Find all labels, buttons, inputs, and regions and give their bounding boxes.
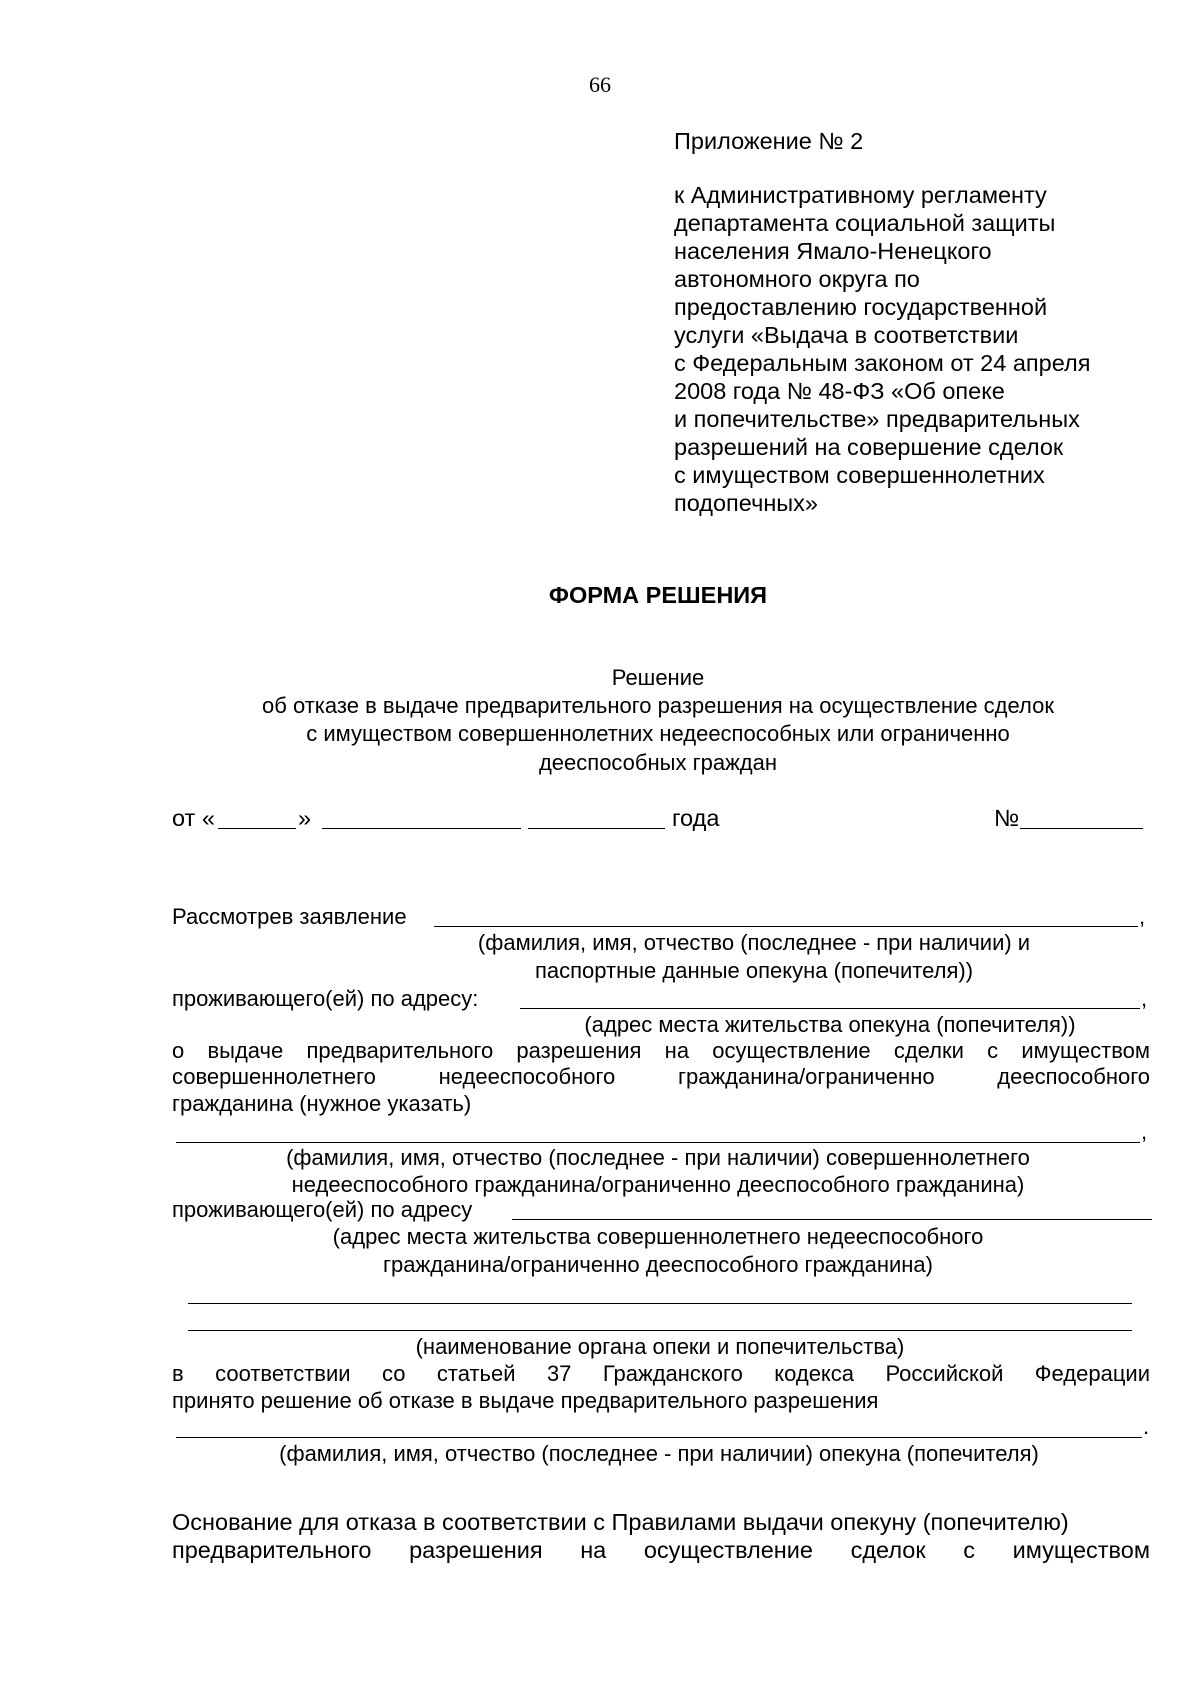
caption-applicant: (фамилия, имя, отчество (последнее - при наличии) и: [477, 930, 1031, 955]
number-sign: №: [994, 805, 1020, 831]
appendix-line: с Федеральным законом от 24 апреля: [674, 350, 1091, 376]
ward-name-blank: [176, 1142, 1140, 1143]
authority-blank: [188, 1330, 1132, 1331]
appendix-line: 2008 года № 48-ФЗ «Об опеке: [674, 378, 1005, 404]
residing-label: проживающего(ей) по адресу:: [172, 986, 479, 1011]
guardian-address-blank: [520, 1008, 1140, 1009]
appendix-line: предоставлению государственной: [674, 294, 1048, 320]
comma: ,: [1141, 1119, 1148, 1144]
ward-address-blank: [512, 1219, 1152, 1220]
caption-address-ward: (адрес места жительства совершеннолетнего недееспособного: [332, 1224, 984, 1249]
date-close-quote: »: [298, 805, 312, 831]
month-blank: [322, 828, 521, 829]
applicant-blank: [434, 926, 1138, 927]
considered-label: Рассмотрев заявление: [172, 904, 407, 929]
accordance-paragraph-line: в соответствии со статьей 37 Гражданского кодекса Российской Федерации: [172, 1361, 1150, 1386]
caption-applicant: паспортные данные опекуна (попечителя)): [534, 958, 974, 983]
day-blank: [218, 828, 296, 829]
appendix-title: Приложение № 2: [674, 128, 864, 154]
residing-label: проживающего(ей) по адресу: [172, 1197, 473, 1222]
caption-ward: недееспособного гражданина/ограниченно дееспособного гражданина): [291, 1172, 1025, 1197]
caption-guardian: (фамилия, имя, отчество (последнее - при наличии) опекуна (попечителя): [279, 1441, 1039, 1466]
appendix-line: разрешений на совершение сделок: [674, 434, 1064, 460]
issue-paragraph-line: совершеннолетнего недееспособного гражданина/ограниченно дееспособного: [172, 1064, 1150, 1089]
authority-blank: [188, 1303, 1132, 1304]
issue-paragraph-line: гражданина (нужное указать): [172, 1091, 472, 1116]
appendix-line: услуги «Выдача в соответствии: [674, 322, 1019, 348]
grounds-paragraph-line: Основание для отказа в соответствии с Правилами выдачи опекуну (попечителю): [172, 1509, 1069, 1535]
decision-subtitle-line: с имуществом совершеннолетних недееспособных или ограниченно: [306, 721, 1010, 746]
accordance-paragraph-line: принято решение об отказе в выдаче предварительного разрешения: [172, 1388, 879, 1413]
appendix-line: населения Ямало-Ненецкого: [674, 238, 992, 264]
guardian-name-blank: [176, 1437, 1142, 1438]
period: .: [1143, 1414, 1150, 1439]
appendix-line: с имуществом совершеннолетних: [674, 462, 1045, 488]
caption-address-guardian: (адрес места жительства опекуна (попечителя)): [584, 1012, 1076, 1037]
page-number: 66: [589, 72, 611, 97]
date-from-prefix: от «: [172, 805, 215, 831]
issue-paragraph-line: о выдаче предварительного разрешения на осуществление сделки с имуществом: [172, 1038, 1150, 1063]
appendix-line: и попечительстве» предварительных: [674, 406, 1080, 432]
year-blank: [528, 828, 665, 829]
decision-heading: Решение: [611, 665, 705, 690]
grounds-paragraph-line: предварительного разрешения на осуществление сделок с имуществом: [172, 1537, 1150, 1563]
caption-address-ward: гражданина/ограниченно дееспособного гражданина): [383, 1252, 933, 1277]
form-title: ФОРМА РЕШЕНИЯ: [548, 582, 768, 608]
appendix-text: [674, 181, 1090, 517]
appendix-line: к Административному регламенту: [674, 182, 1047, 208]
appendix-line: автономного округа по: [674, 266, 920, 292]
appendix-line: департамента социальной защиты: [674, 210, 1056, 236]
number-blank: [1020, 828, 1143, 829]
decision-subtitle-line: дееспособных граждан: [538, 750, 778, 775]
caption-authority: (наименование органа опеки и попечительства): [415, 1334, 905, 1359]
comma: ,: [1139, 904, 1146, 929]
caption-ward: (фамилия, имя, отчество (последнее - при наличии) совершеннолетнего: [286, 1145, 1030, 1170]
year-word: года: [672, 805, 720, 831]
decision-subtitle-line: об отказе в выдаче предварительного разрешения на осуществление сделок: [262, 693, 1054, 718]
comma: ,: [1141, 986, 1148, 1011]
appendix-line: подопечных»: [674, 490, 819, 516]
